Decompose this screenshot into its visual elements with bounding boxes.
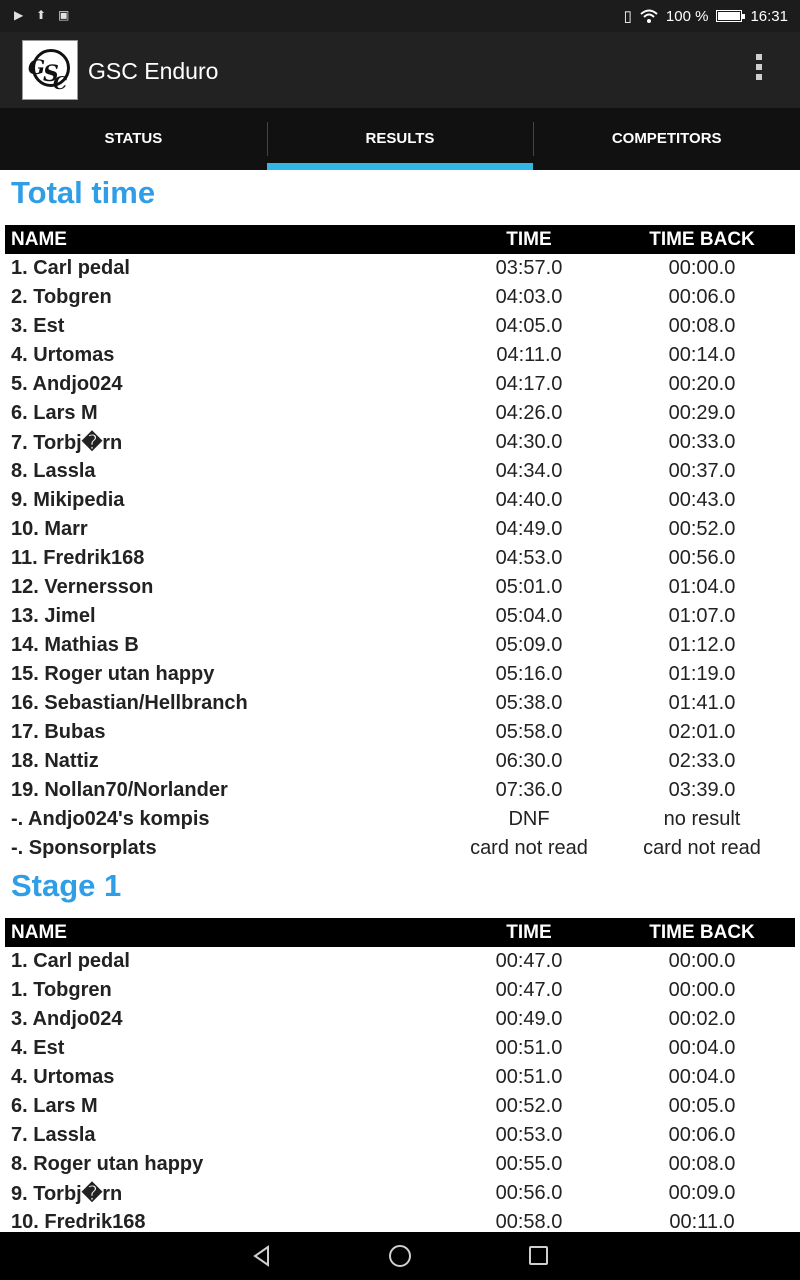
time-back-value: no result — [663, 808, 741, 830]
status-bar — [0, 0, 800, 32]
table-row[interactable] — [5, 1063, 795, 1092]
recents-icon[interactable] — [529, 1246, 548, 1265]
section-gap — [0, 217, 800, 225]
competitor-name: 4. Urtomas — [11, 1066, 115, 1088]
time-value: 06:30.0 — [495, 750, 563, 772]
time-back-value: 02:33.0 — [668, 750, 736, 772]
time-back-value: 00:00.0 — [668, 979, 736, 1001]
time-value: 04:05.0 — [495, 315, 563, 337]
time-back-value: 00:06.0 — [668, 1124, 736, 1146]
competitor-name: -. Andjo024's kompis — [11, 808, 210, 830]
time-back-value: 00:37.0 — [668, 460, 736, 482]
time-back-value: 00:29.0 — [668, 402, 736, 424]
section-title: Stage 1 — [11, 868, 122, 903]
tab-status[interactable]: STATUS — [104, 130, 163, 147]
table-row[interactable] — [5, 660, 795, 689]
table-row[interactable] — [5, 312, 795, 341]
time-value: card not read — [470, 837, 588, 859]
time-back-value: 00:09.0 — [668, 1182, 736, 1204]
competitor-name: 5. Andjo024 — [11, 373, 123, 395]
time-back-value: 00:04.0 — [668, 1066, 736, 1088]
table-row[interactable] — [5, 631, 795, 660]
time-back-value: 00:06.0 — [668, 286, 736, 308]
time-value: 04:40.0 — [495, 489, 563, 511]
time-back-value: 00:08.0 — [668, 1153, 736, 1175]
time-value: 00:47.0 — [495, 979, 563, 1001]
time-back-value: 01:12.0 — [668, 634, 736, 656]
table-row[interactable] — [5, 834, 795, 863]
time-value: 00:58.0 — [495, 1211, 563, 1232]
navigation-bar — [0, 1232, 800, 1280]
time-value: 00:52.0 — [495, 1095, 563, 1117]
time-back-value: 00:11.0 — [669, 1211, 735, 1232]
column-header-time: TIME — [506, 228, 552, 250]
time-value: 04:26.0 — [495, 402, 563, 424]
time-value: 04:49.0 — [495, 518, 563, 540]
competitor-name: 13. Jimel — [11, 605, 96, 627]
time-back-value: 00:56.0 — [668, 547, 736, 569]
competitor-name: 1. Carl pedal — [11, 950, 130, 972]
time-value: 04:17.0 — [495, 373, 563, 395]
table-row[interactable] — [5, 283, 795, 312]
table-header — [5, 918, 795, 947]
competitor-name: 17. Bubas — [11, 721, 106, 743]
table-row[interactable] — [5, 1208, 795, 1232]
time-value: 05:38.0 — [495, 692, 563, 714]
competitor-name: 16. Sebastian/Hellbranch — [11, 692, 248, 714]
tab-results[interactable]: RESULTS — [267, 108, 534, 170]
time-back-value: 00:00.0 — [668, 257, 736, 279]
play-store-icon: ▶ — [14, 8, 24, 22]
competitor-name: 7. Torbj�rn — [11, 432, 123, 454]
column-header-time-back: TIME BACK — [649, 921, 755, 943]
time-back-value: 00:52.0 — [668, 518, 736, 540]
table-row[interactable] — [5, 254, 795, 283]
section-title: Total time — [11, 175, 156, 210]
table-row[interactable] — [5, 341, 795, 370]
time-back-value: card not read — [643, 837, 761, 859]
table-row[interactable] — [5, 399, 795, 428]
time-value: 04:34.0 — [495, 460, 563, 482]
table-row[interactable] — [5, 428, 795, 457]
overflow-menu-icon[interactable] — [756, 54, 766, 84]
back-icon[interactable] — [250, 1244, 274, 1268]
time-back-value: 00:14.0 — [668, 344, 736, 366]
time-back-value: 00:00.0 — [668, 950, 736, 972]
competitor-name: 6. Lars M — [11, 1095, 98, 1117]
competitor-name: 8. Lassla — [11, 460, 96, 482]
time-back-value: 00:43.0 — [668, 489, 736, 511]
wifi-icon — [640, 9, 658, 23]
competitor-name: 10. Marr — [11, 518, 88, 540]
table-row[interactable] — [5, 1092, 795, 1121]
table-row[interactable] — [5, 544, 795, 573]
time-value: 00:51.0 — [495, 1066, 563, 1088]
app-bar — [0, 32, 800, 108]
time-back-value: 01:19.0 — [668, 663, 736, 685]
vibrate-icon: ▯ — [623, 8, 632, 25]
tab-bar — [0, 108, 800, 170]
battery-level: 100 % — [665, 7, 709, 25]
time-back-value: 00:08.0 — [668, 315, 736, 337]
time-back-value: 02:01.0 — [668, 721, 736, 743]
competitor-name: 3. Andjo024 — [11, 1008, 123, 1030]
section-gap — [0, 910, 800, 918]
competitor-name: 1. Tobgren — [11, 979, 112, 1001]
app-logo[interactable]: G S C — [22, 40, 78, 100]
competitor-name: 9. Mikipedia — [11, 489, 125, 511]
column-header-time-back: TIME BACK — [649, 228, 755, 250]
time-back-value: 01:04.0 — [668, 576, 736, 598]
time-value: 03:57.0 — [495, 257, 563, 279]
time-value: 05:04.0 — [495, 605, 563, 627]
time-value: DNF — [508, 808, 550, 830]
notification-icons — [14, 8, 70, 22]
competitor-name: 1. Carl pedal — [11, 257, 130, 279]
table-row[interactable] — [5, 1034, 795, 1063]
table-row[interactable] — [5, 747, 795, 776]
time-value: 07:36.0 — [495, 779, 563, 801]
time-back-value: 00:20.0 — [668, 373, 736, 395]
system-icons — [624, 7, 788, 25]
column-header-time: TIME — [506, 921, 552, 943]
competitor-name: 14. Mathias B — [11, 634, 139, 656]
competitor-name: 7. Lassla — [11, 1124, 96, 1146]
time-value: 04:53.0 — [495, 547, 563, 569]
competitor-name: 12. Vernersson — [11, 576, 154, 598]
competitor-name: 11. Fredrik168 — [11, 547, 145, 569]
competitor-name: 2. Tobgren — [11, 286, 112, 308]
time-back-value: 00:02.0 — [668, 1008, 736, 1030]
table-row[interactable] — [5, 457, 795, 486]
table-row[interactable] — [5, 1005, 795, 1034]
table-row[interactable] — [5, 947, 795, 976]
time-value: 04:03.0 — [495, 286, 563, 308]
competitor-name: 19. Nollan70/Norlander — [11, 779, 228, 801]
battery-icon — [716, 10, 742, 22]
table-header — [5, 225, 795, 254]
time-value: 00:47.0 — [495, 950, 563, 972]
shield-icon: ▣ — [58, 8, 70, 22]
competitor-name: 4. Est — [11, 1037, 65, 1059]
table-row[interactable] — [5, 718, 795, 747]
column-header-name: NAME — [11, 921, 67, 943]
time-value: 00:51.0 — [495, 1037, 563, 1059]
time-value: 00:49.0 — [495, 1008, 563, 1030]
time-value: 05:58.0 — [495, 721, 563, 743]
time-value: 04:11.0 — [496, 344, 562, 366]
competitor-name: -. Sponsorplats — [11, 837, 157, 859]
table-row[interactable] — [5, 573, 795, 602]
table-row[interactable] — [5, 370, 795, 399]
table-row[interactable] — [5, 805, 795, 834]
time-back-value: 03:39.0 — [668, 779, 736, 801]
app-title: GSC Enduro — [88, 58, 219, 84]
time-value: 00:55.0 — [495, 1153, 563, 1175]
time-back-value: 01:07.0 — [668, 605, 736, 627]
competitor-name: 18. Nattiz — [11, 750, 99, 772]
competitor-name: 3. Est — [11, 315, 65, 337]
clock: 16:31 — [750, 7, 788, 25]
results-list[interactable] — [0, 170, 800, 1232]
upload-icon: ⬆ — [36, 8, 47, 22]
competitor-name: 4. Urtomas — [11, 344, 115, 366]
time-back-value: 01:41.0 — [668, 692, 736, 714]
table-row[interactable] — [5, 602, 795, 631]
time-back-value: 00:04.0 — [668, 1037, 736, 1059]
time-back-value: 00:33.0 — [668, 431, 736, 453]
tab-competitors[interactable]: COMPETITORS — [533, 108, 800, 170]
table-row[interactable] — [5, 776, 795, 805]
competitor-name: 6. Lars M — [11, 402, 98, 424]
time-value: 00:53.0 — [495, 1124, 563, 1146]
competitor-name: 8. Roger utan happy — [11, 1153, 204, 1175]
table-row[interactable] — [5, 515, 795, 544]
home-icon[interactable] — [389, 1245, 411, 1267]
time-value: 05:09.0 — [495, 634, 563, 656]
time-value: 05:16.0 — [495, 663, 563, 685]
table-row[interactable] — [5, 1121, 795, 1150]
time-value: 04:30.0 — [495, 431, 563, 453]
table-row[interactable] — [5, 486, 795, 515]
column-header-name: NAME — [11, 228, 67, 250]
table-row[interactable] — [5, 1150, 795, 1179]
time-value: 05:01.0 — [495, 576, 563, 598]
time-back-value: 00:05.0 — [668, 1095, 736, 1117]
table-row[interactable] — [5, 1179, 795, 1208]
competitor-name: 15. Roger utan happy — [11, 663, 215, 685]
time-value: 00:56.0 — [495, 1182, 563, 1204]
competitor-name: 10. Fredrik168 — [11, 1211, 146, 1232]
table-row[interactable] — [5, 976, 795, 1005]
table-row[interactable] — [5, 689, 795, 718]
competitor-name: 9. Torbj�rn — [11, 1183, 123, 1205]
